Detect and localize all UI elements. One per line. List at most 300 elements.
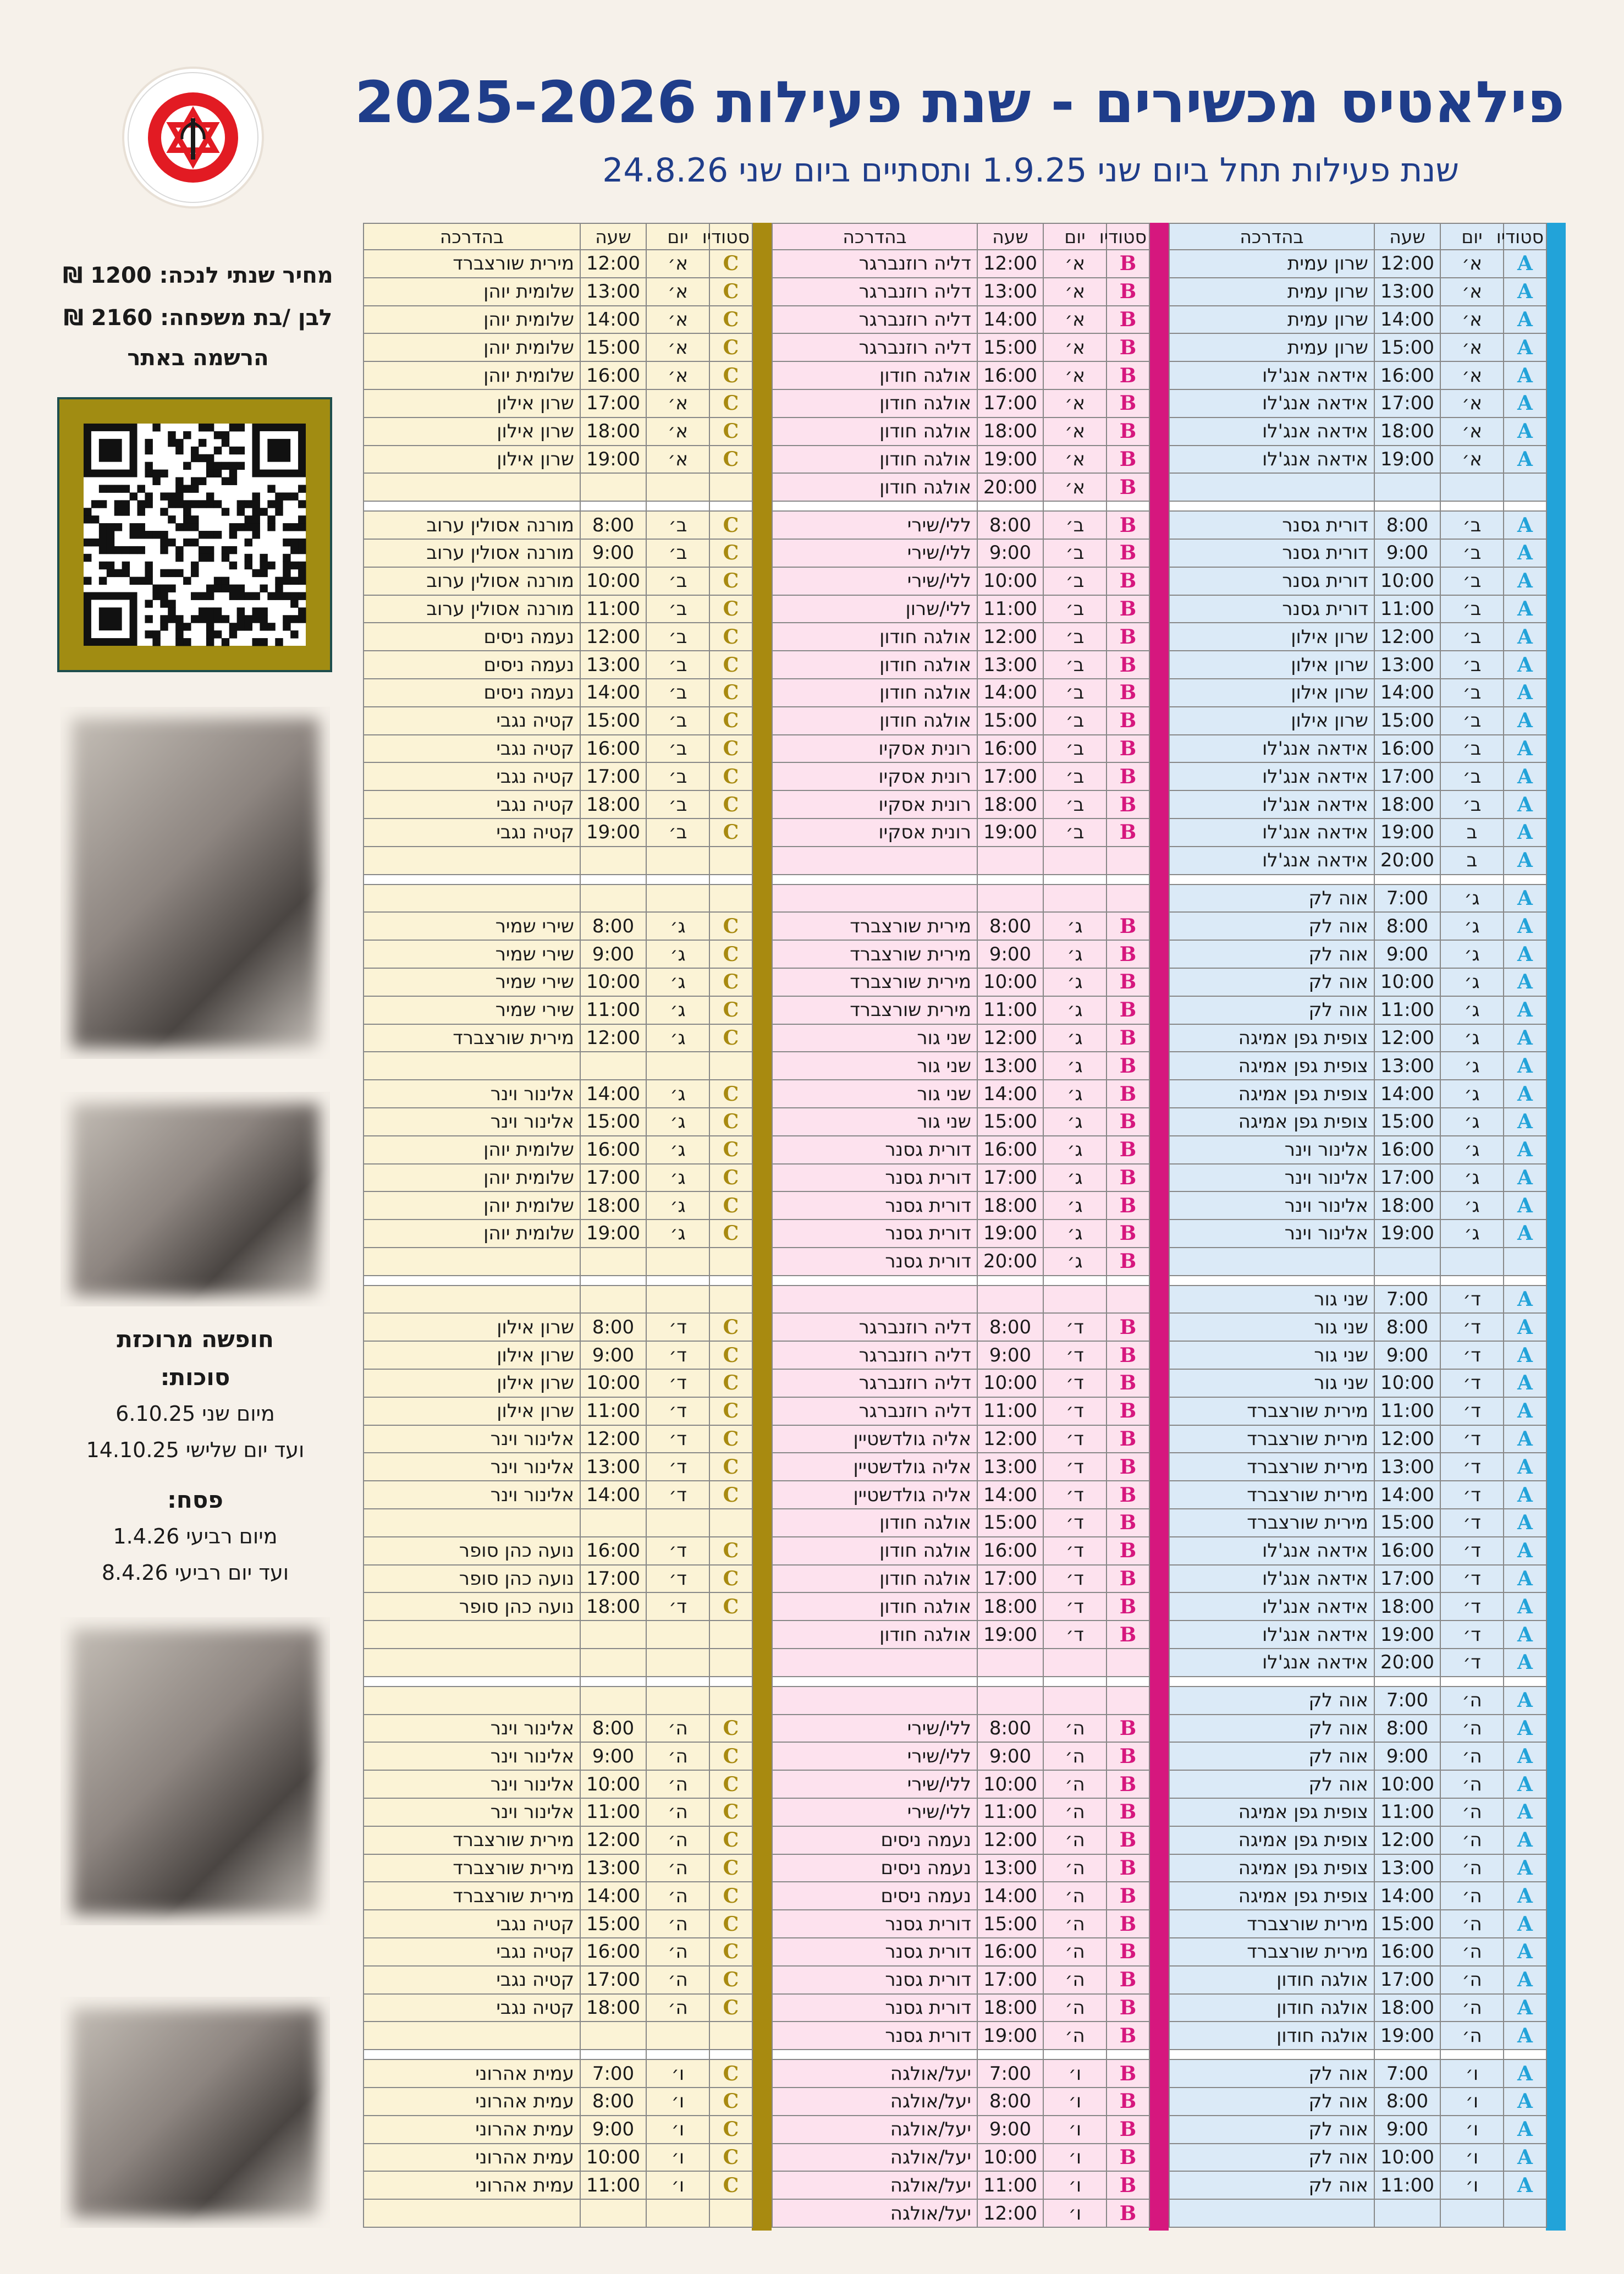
time-cell: 9:00 [580, 1742, 646, 1770]
instructor-cell: אידאה אנג'לו [1169, 361, 1374, 389]
table-row [364, 1220, 752, 1248]
time-cell: 14:00 [580, 306, 646, 334]
studio-cell: C [709, 2088, 752, 2116]
day-cell: ו׳ [646, 2088, 709, 2116]
time-cell: 14:00 [1374, 1080, 1440, 1108]
time-cell: 15:00 [1374, 707, 1440, 735]
instructor-cell: מירית שורצברד [772, 968, 977, 996]
table-row [772, 2171, 1149, 2199]
table-row [772, 278, 1149, 306]
studio-cell: A [1504, 418, 1546, 446]
time-cell: 7:00 [580, 2059, 646, 2088]
instructor-cell: קטיה נגבי [364, 762, 580, 790]
time-cell: 7:00 [1374, 2059, 1440, 2088]
time-cell: 14:00 [580, 679, 646, 707]
table-row [772, 1136, 1149, 1164]
table-row [364, 847, 752, 875]
table-row [772, 1397, 1149, 1425]
day-cell: א׳ [1043, 278, 1106, 306]
table-row [364, 1108, 752, 1136]
studio-cell: A [1504, 1621, 1546, 1649]
day-cell: ב [1440, 847, 1504, 875]
time-cell: 10:00 [580, 567, 646, 595]
studio-cell: B [1106, 539, 1149, 567]
instructor-cell: אלינור וינר [364, 1798, 580, 1826]
qr-code-frame[interactable] [57, 397, 332, 672]
instructor-cell: אלינור וינר [1169, 1164, 1374, 1192]
day-cell: ג׳ [1440, 940, 1504, 968]
instructor-cell: מירית שורצברד [364, 1826, 580, 1854]
studio-cell [709, 1052, 752, 1080]
day-cell [646, 1052, 709, 1080]
time-cell: 9:00 [580, 2116, 646, 2144]
table-row [772, 2088, 1149, 2116]
instructor-cell: דליה רוזנברגר [772, 1397, 977, 1425]
instructor-cell: שרון עמית [1169, 250, 1374, 278]
time-cell: 19:00 [1374, 1220, 1440, 1248]
day-cell: ד׳ [646, 1425, 709, 1453]
table-row [772, 1994, 1149, 2022]
table-row [772, 418, 1149, 446]
table-row [364, 1191, 752, 1220]
time-cell: 15:00 [580, 333, 646, 361]
time-cell: 13:00 [1374, 278, 1440, 306]
table-row [1169, 595, 1546, 623]
instructor-cell: שירי שמיר [364, 996, 580, 1024]
table-row [772, 762, 1149, 790]
day-cell: א׳ [646, 306, 709, 334]
instructor-cell: שלומית יוהן [364, 1191, 580, 1220]
instructor-cell: יעל/אולגה [772, 2171, 977, 2199]
table-row [1169, 1826, 1546, 1854]
time-cell: 18:00 [580, 1191, 646, 1220]
studio-cell: C [709, 679, 752, 707]
table-row [772, 333, 1149, 361]
time-cell: 14:00 [1374, 306, 1440, 334]
instructor-cell: שלומית יוהן [364, 278, 580, 306]
day-cell: ג׳ [1440, 1108, 1504, 1136]
studio-cell: C [709, 1966, 752, 1994]
instructor-cell: אלינור וינר [364, 1453, 580, 1481]
day-cell: ג׳ [1043, 1191, 1106, 1220]
studio-cell: B [1106, 1024, 1149, 1052]
instructor-cell: אולגה חודון [772, 1592, 977, 1621]
table-header-row [772, 223, 1149, 250]
studio-cell: B [1106, 1248, 1149, 1276]
time-cell: 13:00 [1374, 1453, 1440, 1481]
table-row [772, 306, 1149, 334]
table-row [364, 1715, 752, 1743]
holiday-title: חופשה מרוכזת [117, 1326, 274, 1353]
time-cell: 20:00 [977, 1248, 1043, 1276]
instructor-cell: ללי/שרון [772, 595, 977, 623]
column-header-instructor: בהדרכה [364, 223, 580, 250]
studio-cell: A [1504, 1220, 1546, 1248]
price-family: לבן /בת משפחה: 2160 ₪ [63, 305, 333, 331]
time-cell: 10:00 [1374, 567, 1440, 595]
studio-cell: C [709, 819, 752, 847]
time-cell: 13:00 [1374, 651, 1440, 679]
table-row [364, 389, 752, 418]
day-cell: ד׳ [646, 1537, 709, 1565]
instructor-cell: יעל/אולגה [772, 2059, 977, 2088]
instructor-cell: קטיה נגבי [364, 735, 580, 763]
day-cell: ב׳ [1440, 567, 1504, 595]
day-cell: א׳ [1043, 446, 1106, 474]
time-cell: 8:00 [977, 912, 1043, 940]
pesach-from: מיום רביעי 1.4.26 [113, 1524, 278, 1548]
table-row [364, 912, 752, 940]
instructor-cell: קטיה נגבי [364, 790, 580, 819]
studio-cell: C [709, 1565, 752, 1593]
studio-cell: B [1106, 1938, 1149, 1966]
day-cell: ו׳ [646, 2171, 709, 2199]
studio-cell: A [1504, 1938, 1546, 1966]
day-cell [646, 1649, 709, 1677]
time-cell: 18:00 [977, 1191, 1043, 1220]
time-cell: 13:00 [580, 651, 646, 679]
time-cell: 14:00 [977, 1080, 1043, 1108]
day-cell: ד׳ [646, 1313, 709, 1341]
day-cell: ב׳ [1043, 735, 1106, 763]
table-row [772, 1108, 1149, 1136]
day-cell: ב׳ [1440, 539, 1504, 567]
time-cell: 11:00 [1374, 1397, 1440, 1425]
instructor-cell [1169, 1248, 1374, 1276]
column-header-time: שעה [580, 223, 646, 250]
table-row [1169, 1910, 1546, 1938]
day-cell: ב׳ [646, 595, 709, 623]
studio-cell [1504, 2199, 1546, 2227]
table-row [364, 1966, 752, 1994]
table-row [772, 1052, 1149, 1080]
day-cell: ב׳ [646, 707, 709, 735]
day-cell: ג׳ [1043, 940, 1106, 968]
table-row [1169, 1191, 1546, 1220]
time-cell: 11:00 [1374, 2171, 1440, 2199]
instructor-cell: דורית גסנר [772, 1136, 977, 1164]
instructor-cell: דורית גסנר [772, 1910, 977, 1938]
studio-cell: C [709, 1994, 752, 2022]
table-row [1169, 1453, 1546, 1481]
table-row [1169, 762, 1546, 790]
day-cell [646, 473, 709, 501]
instructor-cell: אולגה חודון [772, 389, 977, 418]
table-row [364, 762, 752, 790]
studio-cell [1106, 1286, 1149, 1314]
table-row [364, 1509, 752, 1537]
time-cell: 10:00 [580, 1369, 646, 1397]
instructor-cell: נעמה ניסים [772, 1854, 977, 1882]
day-cell: ב׳ [1043, 790, 1106, 819]
instructor-cell: נעמה ניסים [364, 623, 580, 651]
time-cell: 9:00 [977, 2116, 1043, 2144]
time-cell: 13:00 [1374, 1052, 1440, 1080]
table-row [364, 1565, 752, 1593]
day-cell: ב׳ [646, 567, 709, 595]
time-cell: 12:00 [977, 1826, 1043, 1854]
studio-cell: A [1504, 595, 1546, 623]
studio-cell: B [1106, 1052, 1149, 1080]
day-cell [1440, 2199, 1504, 2227]
table-row [772, 1621, 1149, 1649]
studio-cell: B [1106, 1854, 1149, 1882]
day-separator [364, 1276, 752, 1286]
time-cell: 16:00 [1374, 1136, 1440, 1164]
table-row [364, 623, 752, 651]
day-cell: ד׳ [1043, 1397, 1106, 1425]
time-cell: 9:00 [580, 940, 646, 968]
studio-cell: A [1504, 679, 1546, 707]
day-cell: ב׳ [1043, 679, 1106, 707]
table-row [1169, 1742, 1546, 1770]
instructor-cell: קטיה נגבי [364, 819, 580, 847]
instructor-cell: קטיה נגבי [364, 1994, 580, 2022]
studio-cell: A [1504, 567, 1546, 595]
day-cell: ב׳ [1043, 623, 1106, 651]
time-cell: 17:00 [1374, 762, 1440, 790]
day-cell: ד׳ [1440, 1286, 1504, 1314]
sukkot-label: סוכות: [160, 1364, 230, 1391]
time-cell [1374, 2199, 1440, 2227]
table-row [1169, 968, 1546, 996]
day-cell [646, 1509, 709, 1537]
table-row [772, 250, 1149, 278]
time-cell: 9:00 [977, 1341, 1043, 1369]
table-row [1169, 996, 1546, 1024]
table-row [772, 539, 1149, 567]
table-row [1169, 389, 1546, 418]
table-row [772, 1341, 1149, 1369]
table-row [772, 446, 1149, 474]
instructor-cell: אלינור וינר [1169, 1136, 1374, 1164]
studio-cell: B [1106, 1191, 1149, 1220]
time-cell: 15:00 [1374, 1509, 1440, 1537]
day-cell: ו׳ [1440, 2171, 1504, 2199]
instructor-cell [364, 847, 580, 875]
time-cell: 16:00 [977, 361, 1043, 389]
day-cell: ו׳ [1043, 2144, 1106, 2172]
table-row [364, 1341, 752, 1369]
table-row [1169, 651, 1546, 679]
organization-logo [124, 69, 262, 206]
column-header-studio: סטודיו [1106, 223, 1149, 250]
day-cell: ד׳ [1043, 1369, 1106, 1397]
day-cell: א׳ [1440, 306, 1504, 334]
studio-cell: A [1504, 912, 1546, 940]
time-cell: 11:00 [977, 2171, 1043, 2199]
time-cell: 19:00 [580, 1220, 646, 1248]
studio-cell: A [1504, 847, 1546, 875]
instructor-cell: אידאה אנג'לו [1169, 762, 1374, 790]
day-cell: ד׳ [1043, 1481, 1106, 1509]
table-row [772, 651, 1149, 679]
day-cell: ד׳ [1043, 1313, 1106, 1341]
time-cell: 19:00 [977, 446, 1043, 474]
time-cell: 11:00 [1374, 1798, 1440, 1826]
time-cell [580, 885, 646, 913]
day-separator [1169, 2050, 1546, 2059]
studio-cell: A [1504, 389, 1546, 418]
studio-cell: C [709, 2059, 752, 2088]
time-cell: 8:00 [580, 511, 646, 539]
time-cell: 9:00 [580, 539, 646, 567]
time-cell: 20:00 [1374, 847, 1440, 875]
time-cell: 13:00 [580, 1453, 646, 1481]
instructor-cell: רונית אסקיו [772, 819, 977, 847]
time-cell: 8:00 [1374, 1313, 1440, 1341]
table-row [1169, 306, 1546, 334]
studio-cell: B [1106, 1966, 1149, 1994]
table-row [364, 1742, 752, 1770]
time-cell: 15:00 [580, 1108, 646, 1136]
table-row [364, 679, 752, 707]
time-cell: 19:00 [977, 1621, 1043, 1649]
table-row [1169, 1687, 1546, 1715]
day-cell: א׳ [646, 418, 709, 446]
studio-cell: B [1106, 1537, 1149, 1565]
table-row [772, 1826, 1149, 1854]
day-cell [646, 2199, 709, 2227]
instructor-cell: אולגה חודון [772, 679, 977, 707]
studio-cell: C [709, 1313, 752, 1341]
table-row [1169, 2199, 1546, 2227]
studio-cell: B [1106, 1770, 1149, 1798]
day-cell: ו׳ [1043, 2171, 1106, 2199]
table-row [772, 511, 1149, 539]
time-cell: 8:00 [1374, 511, 1440, 539]
time-cell: 10:00 [977, 1770, 1043, 1798]
instructor-cell: שרון אילון [1169, 651, 1374, 679]
day-cell: ה׳ [1043, 2022, 1106, 2050]
table-row [772, 735, 1149, 763]
time-cell: 10:00 [580, 968, 646, 996]
instructor-cell: אלינור וינר [1169, 1220, 1374, 1248]
instructor-cell: אוה לק [1169, 996, 1374, 1024]
instructor-cell: שני גור [772, 1108, 977, 1136]
instructor-cell: אידאה אנג'לו [1169, 735, 1374, 763]
time-cell: 11:00 [580, 1798, 646, 1826]
qr-code-icon [84, 424, 306, 646]
studio-cell: C [709, 511, 752, 539]
day-cell [1043, 885, 1106, 913]
table-row [364, 473, 752, 501]
table-row [772, 790, 1149, 819]
day-cell: א׳ [1440, 250, 1504, 278]
time-cell: 17:00 [977, 762, 1043, 790]
pesach-to: ועד יום רביעי 8.4.26 [101, 1561, 289, 1585]
instructor-cell: אוה לק [1169, 2116, 1374, 2144]
instructor-cell: אוה לק [1169, 2088, 1374, 2116]
studio-cell: B [1106, 389, 1149, 418]
studio-cell: A [1504, 1770, 1546, 1798]
table-row [364, 968, 752, 996]
column-header-time: שעה [977, 223, 1043, 250]
pilates-photo-1 [60, 707, 330, 1059]
day-cell: ב׳ [1440, 511, 1504, 539]
table-row [364, 1910, 752, 1938]
time-cell: 20:00 [977, 473, 1043, 501]
instructor-cell: אולגה חודון [772, 1621, 977, 1649]
day-cell: ה׳ [1043, 1938, 1106, 1966]
studio-cell: A [1504, 2059, 1546, 2088]
day-separator [1169, 1677, 1546, 1687]
pesach-label: פסח: [167, 1486, 223, 1513]
table-row [772, 1537, 1149, 1565]
day-cell: ו׳ [1043, 2088, 1106, 2116]
table-row [364, 1164, 752, 1192]
instructor-cell [364, 1687, 580, 1715]
table-row [772, 2199, 1149, 2227]
studio-cell: C [709, 306, 752, 334]
table-row [364, 2059, 752, 2088]
time-cell: 12:00 [1374, 623, 1440, 651]
time-cell [580, 473, 646, 501]
day-cell: ב׳ [646, 511, 709, 539]
studio-cell [709, 1509, 752, 1537]
studio-cell [709, 1621, 752, 1649]
day-cell [646, 1286, 709, 1314]
time-cell: 19:00 [977, 819, 1043, 847]
studio-cell: C [709, 1136, 752, 1164]
time-cell: 16:00 [1374, 361, 1440, 389]
instructor-cell: מירית שורצברד [364, 1854, 580, 1882]
instructor-cell: אולגה חודון [772, 1509, 977, 1537]
instructor-cell: אלינור וינר [364, 1108, 580, 1136]
time-cell: 16:00 [1374, 1938, 1440, 1966]
studio-cell: A [1504, 333, 1546, 361]
time-cell: 18:00 [1374, 790, 1440, 819]
day-cell: ב׳ [1440, 762, 1504, 790]
table-row [1169, 1966, 1546, 1994]
studio-cell: C [709, 539, 752, 567]
table-row [364, 1882, 752, 1910]
day-cell: ג׳ [646, 1136, 709, 1164]
instructor-cell [772, 1687, 977, 1715]
day-cell: ה׳ [1043, 1715, 1106, 1743]
studio-cell: C [709, 333, 752, 361]
table-row [772, 1024, 1149, 1052]
time-cell: 20:00 [1374, 1649, 1440, 1677]
day-cell: ד׳ [1043, 1509, 1106, 1537]
table-row [1169, 418, 1546, 446]
table-row [772, 707, 1149, 735]
time-cell: 12:00 [580, 623, 646, 651]
studio-cell: C [709, 1770, 752, 1798]
studio-cell: A [1504, 1313, 1546, 1341]
instructor-cell: שני גור [1169, 1341, 1374, 1369]
instructor-cell: עמית אהרוני [364, 2116, 580, 2144]
instructor-cell: דורית גסנר [772, 1966, 977, 1994]
table-row [364, 996, 752, 1024]
instructor-cell: ללי/שירי [772, 539, 977, 567]
time-cell: 12:00 [1374, 1425, 1440, 1453]
table-row [772, 623, 1149, 651]
time-cell: 18:00 [977, 790, 1043, 819]
table-row [772, 1649, 1149, 1677]
studio-cell: A [1504, 1742, 1546, 1770]
day-cell: ו׳ [1440, 2059, 1504, 2088]
day-cell: ו׳ [646, 2059, 709, 2088]
instructor-cell: מירית שורצברד [1169, 1509, 1374, 1537]
instructor-cell: אולגה חודון [772, 361, 977, 389]
time-cell: 18:00 [1374, 418, 1440, 446]
time-cell: 15:00 [1374, 1910, 1440, 1938]
day-cell: ג׳ [646, 912, 709, 940]
studio-cell: A [1504, 1882, 1546, 1910]
day-cell: ב׳ [646, 735, 709, 763]
day-cell: ה׳ [646, 1854, 709, 1882]
